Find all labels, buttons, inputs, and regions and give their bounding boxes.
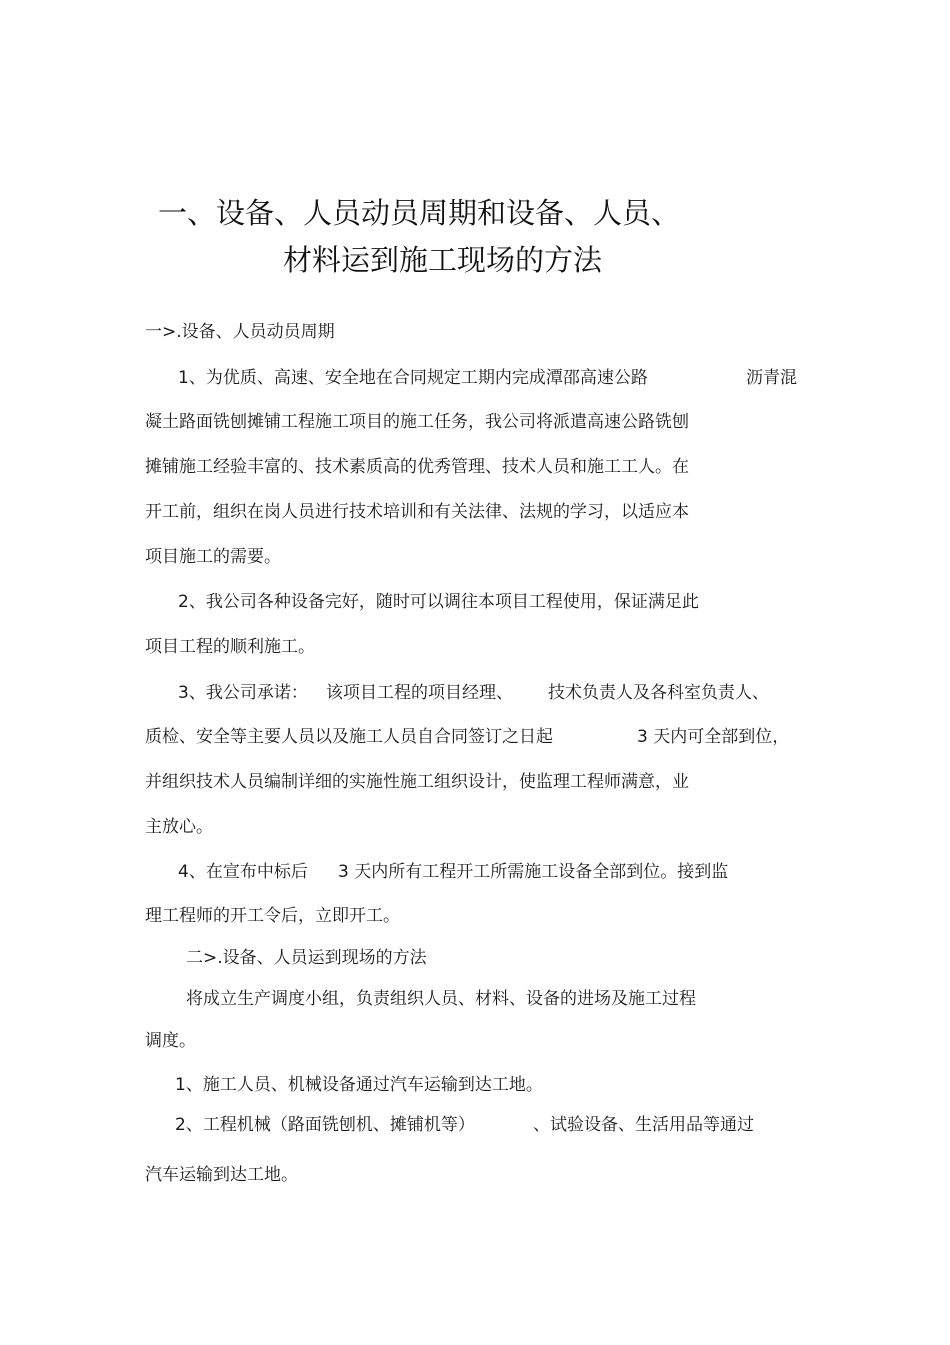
paragraph-3-line-1c: 技术负责人及各科室负责人、: [548, 683, 769, 703]
paragraph-3-line-3: 并组织技术人员编制详细的实施性施工组织设计，使监理工程师满意，业: [145, 772, 689, 792]
paragraph-4-line-2: 理工程师的开工令后，立即开工。: [145, 906, 400, 926]
title-line-1: 一、设备、人员动员周期和设备、人员、: [158, 196, 681, 230]
paragraph-3-line-1a: 3、我公司承诺：: [178, 683, 308, 703]
paragraph-7-line-2: 汽车运输到达工地。: [145, 1165, 298, 1185]
paragraph-1-line-1: 1、为优质、高速、安全地在合同规定工期内完成潭邵高速公路: [178, 368, 648, 388]
section-heading-1: 一>.设备、人员动员周期: [145, 322, 335, 342]
paragraph-2-line-1: 2、我公司各种设备完好，随时可以调往本项目工程使用，保证满足此: [178, 592, 699, 612]
paragraph-3-line-4: 主放心。: [145, 817, 213, 837]
paragraph-1-line-5: 项目施工的需要。: [145, 547, 281, 567]
paragraph-3-line-2b: 3 天内可全部到位，: [637, 727, 790, 747]
paragraph-5-line-2: 调度。: [145, 1031, 196, 1051]
paragraph-1-line-2: 凝土路面铣刨摊铺工程施工项目的施工任务，我公司将派遣高速公路铣刨: [145, 412, 689, 432]
paragraph-7-line-1a: 2、工程机械（路面铣刨机、摊铺机等）: [175, 1115, 475, 1135]
paragraph-1-line-4: 开工前，组织在岗人员进行技术培训和有关法律、法规的学习，以适应本: [145, 502, 689, 522]
paragraph-1-line-3: 摊铺施工经验丰富的、技术素质高的优秀管理、技术人员和施工工人。在: [145, 457, 689, 477]
title-line-2: 材料运到施工现场的方法: [283, 243, 603, 277]
paragraph-1-line-1-tail: 沥青混: [746, 368, 797, 388]
paragraph-7-line-1b: 、试验设备、生活用品等通过: [533, 1115, 754, 1135]
paragraph-4-line-1a: 4、在宣布中标后: [178, 862, 308, 882]
paragraph-6: 1、施工人员、机械设备通过汽车运输到达工地。: [175, 1075, 543, 1095]
paragraph-2-line-2: 项目工程的顺利施工。: [145, 637, 315, 657]
paragraph-3-line-1b: 该项目工程的项目经理、: [326, 683, 513, 703]
paragraph-4-line-1b: 3 天内所有工程开工所需施工设备全部到位。接到监: [338, 862, 729, 882]
section-heading-2: 二>.设备、人员运到现场的方法: [186, 948, 427, 968]
paragraph-5-line-1: 将成立生产调度小组，负责组织人员、材料、设备的进场及施工过程: [186, 989, 696, 1009]
paragraph-3-line-2a: 质检、安全等主要人员以及施工人员自合同签订之日起: [145, 727, 553, 747]
